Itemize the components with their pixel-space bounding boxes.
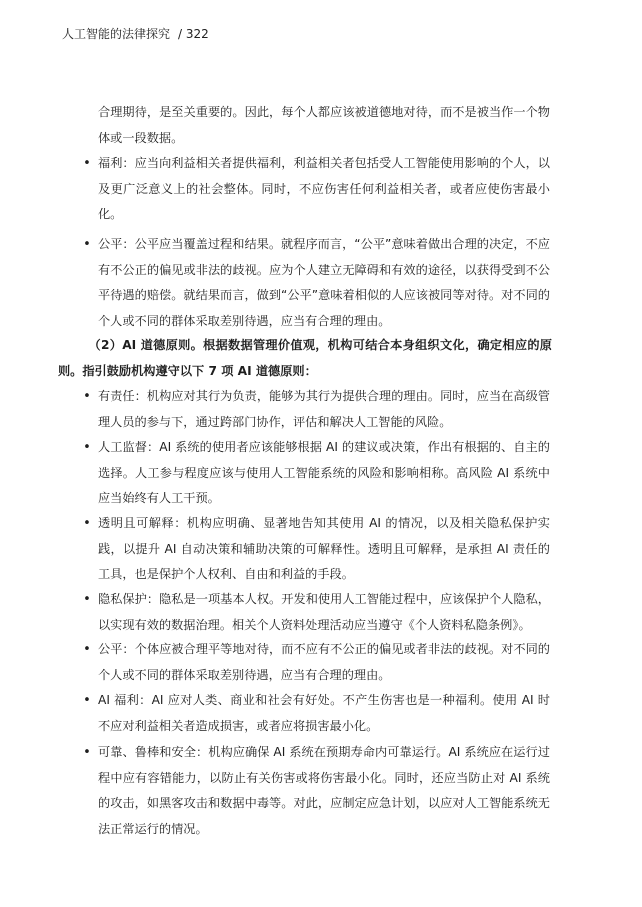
bullet-marker: • xyxy=(83,389,91,404)
list-item-text: 人工监督：AI 系统的使用者应该能够根据 AI 的建议或决策，作出有根据的、自主的选择。人工参与程度应该与使用人工智能系统的风险和影响相称。高风险 AI 系统中应当始终有人工干预。 xyxy=(98,440,550,505)
bullet-marker: • xyxy=(83,516,91,531)
list-item-text: 隐私保护：隐私是一项基本人权。开发和使用人工智能过程中，应该保护个人隐私，以实现有效的数据治理。相关个人资料处理活动应当遵守《个人资料私隐条例》。 xyxy=(98,592,550,632)
bullet-marker: • xyxy=(83,440,91,455)
list-item-text: 公平：公平应当覆盖过程和结果。就程序而言，“公平”意味着做出合理的决定，不应有不公正的偏见或非法的歧视。应为个人建立无障碍和有效的途径，以获得受到不公平待遇的赔偿。就结果而言，做到“公平”意味着相似的人应该被同等对待。对不同的个人或不同的群体采取差别待遇，应当有合理的理由。 xyxy=(98,237,550,328)
running-header xyxy=(62,27,209,41)
list-item-fairness-principle xyxy=(83,637,550,688)
list-item-welfare xyxy=(83,151,550,228)
list-item-reliability xyxy=(83,740,550,842)
bullet-marker: • xyxy=(83,642,91,657)
bullet-marker: • xyxy=(83,237,91,252)
bullet-marker: • xyxy=(83,745,91,760)
continued-paragraph: 合理期待，是至关重要的。因此，每个人都应该被道德地对待，而不是被当作一个物体或一段数据。 xyxy=(98,105,550,145)
bullet-marker: • xyxy=(83,592,91,607)
list-item-human-oversight xyxy=(83,435,550,512)
list-item-text: 有责任：机构应对其行为负责，能够为其行为提供合理的理由。同时，应当在高级管理人员的参与下，通过跨部门协作，评估和解决人工智能的风险。 xyxy=(98,389,550,429)
list-item-text: AI 福利：AI 应对人类、商业和社会有好处。不产生伤害也是一种福利。使用 AI 时不应对利益相关者造成损害，或者应将损害最小化。 xyxy=(98,693,550,733)
list-item-fairness xyxy=(83,232,550,334)
bullet-marker: • xyxy=(83,693,91,708)
page-number: / 322 xyxy=(178,27,209,41)
section-heading-paragraph: （2）AI 道德原则。根据数据管理价值观，机构可结合本身组织文化，确定相应的原则。指引鼓励机构遵守以下 7 项 AI 道德原则： xyxy=(58,338,552,378)
list-item-text: 公平：个体应被合理平等地对待，而不应有不公正的偏见或者非法的歧视。对不同的个人或不同的群体采取差别待遇，应当有合理的理由。 xyxy=(98,642,550,682)
list-item-privacy xyxy=(83,587,550,638)
list-item-accountability xyxy=(83,384,550,435)
list-item-transparency xyxy=(83,511,550,588)
list-item-text: 透明且可解释：机构应明确、显著地告知其使用 AI 的情况，以及相关隐私保护实践，以提升 AI 自动决策和辅助决策的可解释性。透明且可解释，是承担 AI 责任的工具，也是保护个人权利、自由和利益的手段。 xyxy=(98,516,550,581)
list-item-ai-welfare xyxy=(83,688,550,739)
list-item-text: 福利：应当向利益相关者提供福利，利益相关者包括受人工智能使用影响的个人，以及更广泛意义上的社会整体。同时，不应伤害任何利益相关者，或者应使伤害最小化。 xyxy=(98,156,550,221)
bullet-marker: • xyxy=(83,156,91,171)
book-title: 人工智能的法律探究 xyxy=(62,27,171,41)
list-item-text: 可靠、鲁棒和安全：机构应确保 AI 系统在预期寿命内可靠运行。AI 系统应在运行过程中应有容错能力，以防止有关伤害或将伤害最小化。同时，还应当防止对 AI 系统的攻击，如黑客攻击和数据中毒等。对此，应制定应急计划，以应对人工智能系统无法正常运行的情况。 xyxy=(98,745,550,836)
